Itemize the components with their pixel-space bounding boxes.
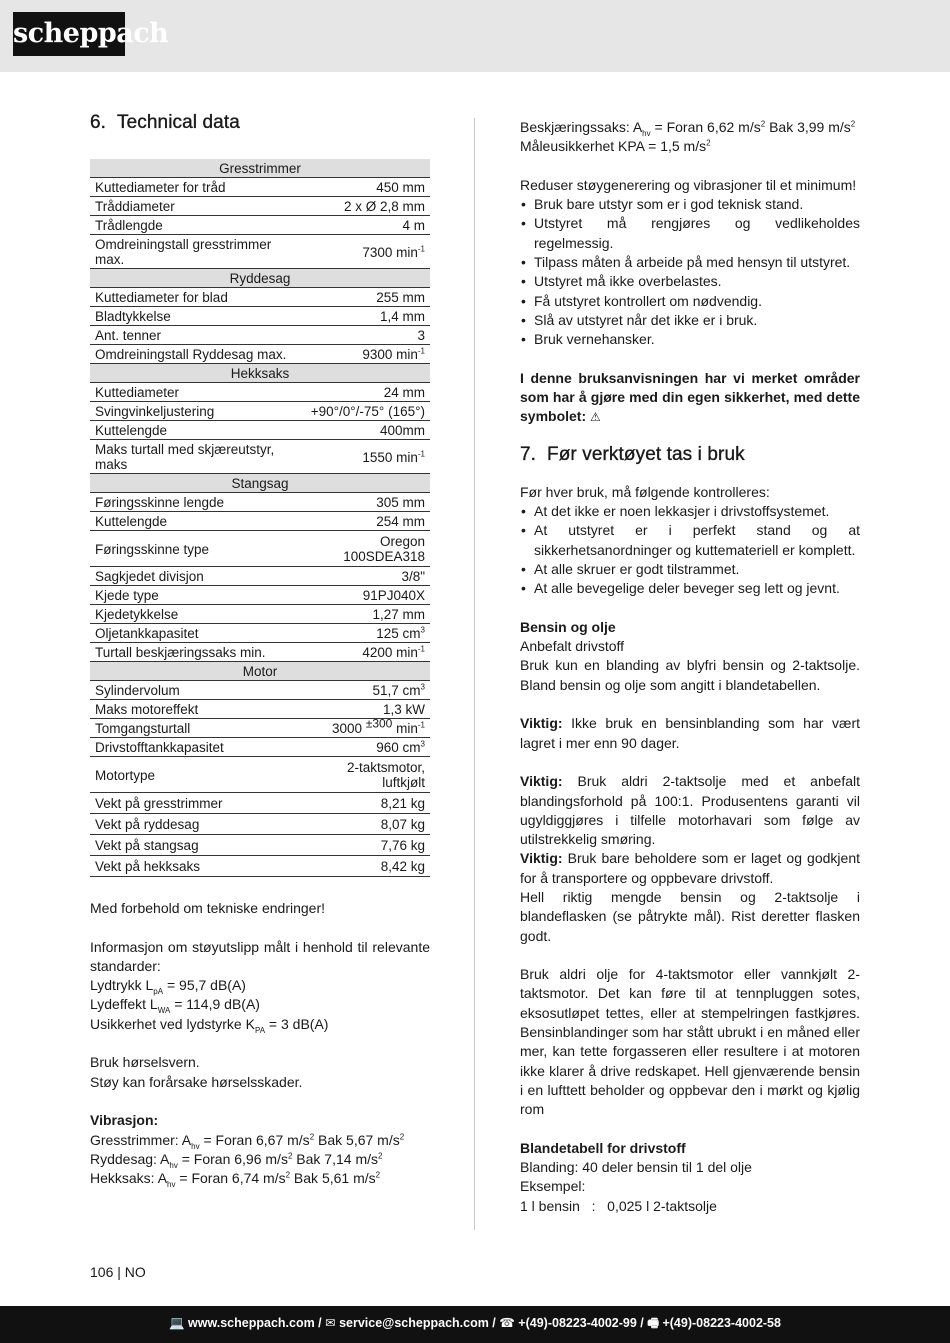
reservation-note: Med forbehold om tekniske endringer! (90, 900, 326, 916)
blend-ratio: Blanding: 40 deler bensin til 1 del olje (520, 1159, 752, 1176)
blend-table-title: Blandetabell for drivstoff (520, 1139, 686, 1156)
table-row: Kuttelengde 400mm (90, 421, 430, 440)
list-item: • Tilpass måten å arbeide på med hensyn til utstyret. (520, 253, 860, 272)
table-row: Motortype 2-taktsmotor, luftkjølt (90, 757, 430, 793)
table-row: Trådlengde 4 m (90, 216, 430, 235)
noise-pressure: Lydtrykk $L_{pA} = 95,7$ dB(A) (90, 977, 246, 996)
table-row: Bladtykkelse 1,4 mm (90, 307, 430, 326)
table-section-row: Hekksaks (90, 364, 430, 383)
table-row: Vekt på ryddesag 8,07 kg (90, 814, 430, 835)
blend-example-label: Eksempel: (520, 1178, 586, 1195)
table-row: Kuttediameter for blad 255 mm (90, 288, 430, 307)
table-row: Vekt på stangsag 7,76 kg (90, 835, 430, 856)
table-row: Maks motoreffekt 1,3 kW (90, 700, 430, 719)
noise-power: Lydeffekt $L_{WA} = 114,9$ dB(A) (90, 996, 260, 1016)
table-row: Kuttediameter 24 mm (90, 383, 430, 402)
fuel-text: Bruk kun en blanding av blyfri bensin og 2-taktsolje. Bland bensin og olje som angitt i blandetabellen. (520, 657, 860, 693)
check-intro: Før hver bruk, må følgende kontrolleres: (520, 483, 770, 500)
vibration-hedge: Hekksaks: $A_{hv}$ = Foran 6,74 $m/s^2$ Bak 5,61 $m/s^2$ (90, 1170, 381, 1189)
table-row: Tomgangsturtall 3000 $^{\pm 300}$ $\min^{-1}$ (90, 719, 430, 738)
vibration-grass: Gresstrimmer: $A_{hv}$ = Foran 6,67 $m/s^2$ Bak 5,67 $m/s^2$ (90, 1131, 405, 1151)
table-row: Føringsskinne lengde 305 mm (90, 493, 430, 512)
section-title: Før verktøyet tas i bruk (547, 443, 745, 465)
list-item: • Få utstyret kontrollert om nødvendig. (520, 292, 860, 311)
section-7-heading (520, 444, 860, 466)
table-row: Svingvinkeljustering +90°/0°/-75° (165°) (90, 402, 430, 421)
table-row: Kuttelengde 254 mm (90, 512, 430, 531)
table-row: Tråddiameter 2 x Ø 2,8 mm (90, 197, 430, 216)
list-item: • At det ikke er noen lekkasjer i drivstoffsystemet. (520, 502, 860, 521)
hearing-warning: Støy kan forårsake hørselsskader. (90, 1073, 303, 1090)
hearing-protection: Bruk hørselsvern. (90, 1054, 200, 1071)
oil-warning: Bruk aldri olje for 4-taktsmotor eller vannkjølt 2-taktsmotor. Det kan føre til at tennpluggen sotes, eksosutløpet tettes, eller at stempelringen fastkjøres. Bensinblandinger som har stått ubrukt i en måned eller mer, kan tette forgasseren eller resultere i at motoren ikke klarer å drive redskapet. Hell gjenværende bensin i en lufttett beholder og oppbevar den i mørkt og kjølig rom (520, 966, 860, 1118)
warning-icon: ⚠ (590, 410, 601, 425)
contact-footer: 💻 www.scheppach.com / ✉ service@scheppach.com / ☎ +(49)-08223-4002-99 / 🖷 +(49)-08223-4002-58 (0, 1306, 950, 1343)
technical-data-table (90, 159, 430, 877)
table-row: Vekt på gresstrimmer 8,21 kg (90, 793, 430, 814)
table-section-row: Motor (90, 662, 430, 681)
brand-logo: scheppach (13, 12, 125, 56)
section-6-heading (90, 112, 430, 134)
important-note-1: Viktig: Ikke bruk en bensinblanding som har vært lagret i mer enn 90 dager. (520, 715, 860, 751)
table-section-row: Gresstrimmer (90, 159, 430, 178)
table-row: Omdreiningstall gresstrimmer max. 7300 $\min^{-1}$ (90, 235, 430, 269)
table-row: Maks turtall med skjæreutstyr, maks 1550 $\min^{-1}$ (90, 440, 430, 474)
mix-instruction: Hell riktig mengde bensin og 2-taktsolje i blandeflasken (se påtrykte mål). Rist deretter flasken godt. (520, 888, 860, 944)
table-row: Føringsskinne type Oregon 100SDEA318 (90, 531, 430, 567)
column-divider (474, 118, 475, 1230)
list-item: • Slå av utstyret når det ikke er i bruk. (520, 311, 860, 330)
vibration-title: Vibrasjon: (90, 1112, 159, 1129)
list-item: • Utstyret må ikke overbelastes. (520, 272, 860, 291)
vibration-brush: Ryddesag: $A_{hv}$ = Foran 6,96 $m/s^2$ Bak 7,14 $m/s^2$ (90, 1150, 383, 1170)
reduce-list (520, 195, 860, 349)
left-column (90, 112, 430, 1188)
table-row: Kuttediameter for tråd 450 mm (90, 178, 430, 197)
reduce-note: Reduser støygenerering og vibrasjoner til et minimum! (520, 176, 857, 193)
table-row: Sagkjedet divisjon 3/8" (90, 567, 430, 586)
table-row: Omdreiningstall Ryddesag max. 9300 $\min^{-1}$ (90, 345, 430, 364)
section-number: 6. (90, 112, 107, 133)
fuel-title: Bensin og olje (520, 618, 616, 635)
safety-note: I denne bruksanvisningen har vi merket områder som har å gjøre med din egen sikkerhet, med dette symbolet: ⚠ (520, 369, 860, 425)
list-item: • At alle skruer er godt tilstrammet. (520, 560, 860, 579)
noise-intro: Informasjon om støyutslipp målt i henhold til relevante standarder: (90, 938, 430, 974)
table-section-row: Stangsag (90, 474, 430, 493)
table-row: Sylindervolum 51,7 $cm^3$ (90, 681, 430, 700)
list-item: • At alle bevegelige deler beveger seg lett og jevnt. (520, 579, 860, 598)
table-row: Oljetankkapasitet 125 $cm^3$ (90, 624, 430, 643)
table-row: Vekt på hekksaks 8,42 kg (90, 856, 430, 877)
header-bar (0, 0, 950, 72)
table-row: Kjedetykkelse 1,27 mm (90, 605, 430, 624)
vibration-pruner: Beskjæringssaks: $A_{hv}$ = Foran 6,62 $m/s^2$ Bak 3,99 $m/s^2$ (520, 119, 856, 138)
list-item: • At utstyret er i perfekt stand og at sikkerhetsanordninger og kuttemateriell er komplett. (520, 521, 860, 560)
table-row: Kjede type 91PJ040X (90, 586, 430, 605)
fuel-subtitle: Anbefalt drivstoff (520, 638, 625, 655)
check-list (520, 502, 860, 598)
section-title: Technical data (117, 112, 240, 133)
table-row: Turtall beskjæringssaks min. 4200 $\min^{-1}$ (90, 643, 430, 662)
blend-example: 1 l bensin : 0,025 l 2-taktsolje (520, 1197, 717, 1214)
list-item: • Bruk bare utstyr som er i god teknisk stand. (520, 195, 860, 214)
table-section-row: Ryddesag (90, 269, 430, 288)
right-column (520, 118, 860, 1216)
table-row: Ant. tenner 3 (90, 326, 430, 345)
important-note-2: Viktig: Bruk aldri 2-taktsolje med et anbefalt blandingsforhold på 100:1. Produsentens garanti vil ugyldiggjøres i tilfelle motorhavari som følge av utilstrekkelig smøring. (520, 773, 860, 848)
table-row: Drivstofftankkapasitet 960 $cm^3$ (90, 738, 430, 757)
page-number: 106 | NO (90, 1264, 146, 1280)
list-item: • Utstyret må rengjøres og vedlikeholdes regelmessig. (520, 214, 860, 253)
list-item: • Bruk vernehansker. (520, 330, 860, 349)
section-number: 7. (520, 443, 537, 465)
important-note-3: Viktig: Bruk bare beholdere som er laget og godkjent for å transportere og oppbevare drivstoff. (520, 850, 860, 886)
measurement-uncertainty: Måleusikkerhet KPA = 1,5 $m/s^2$ (520, 138, 711, 155)
noise-uncertainty: Usikkerhet ved lydstyrke $K_{PA} = 3$ dB(A) (90, 1015, 329, 1035)
